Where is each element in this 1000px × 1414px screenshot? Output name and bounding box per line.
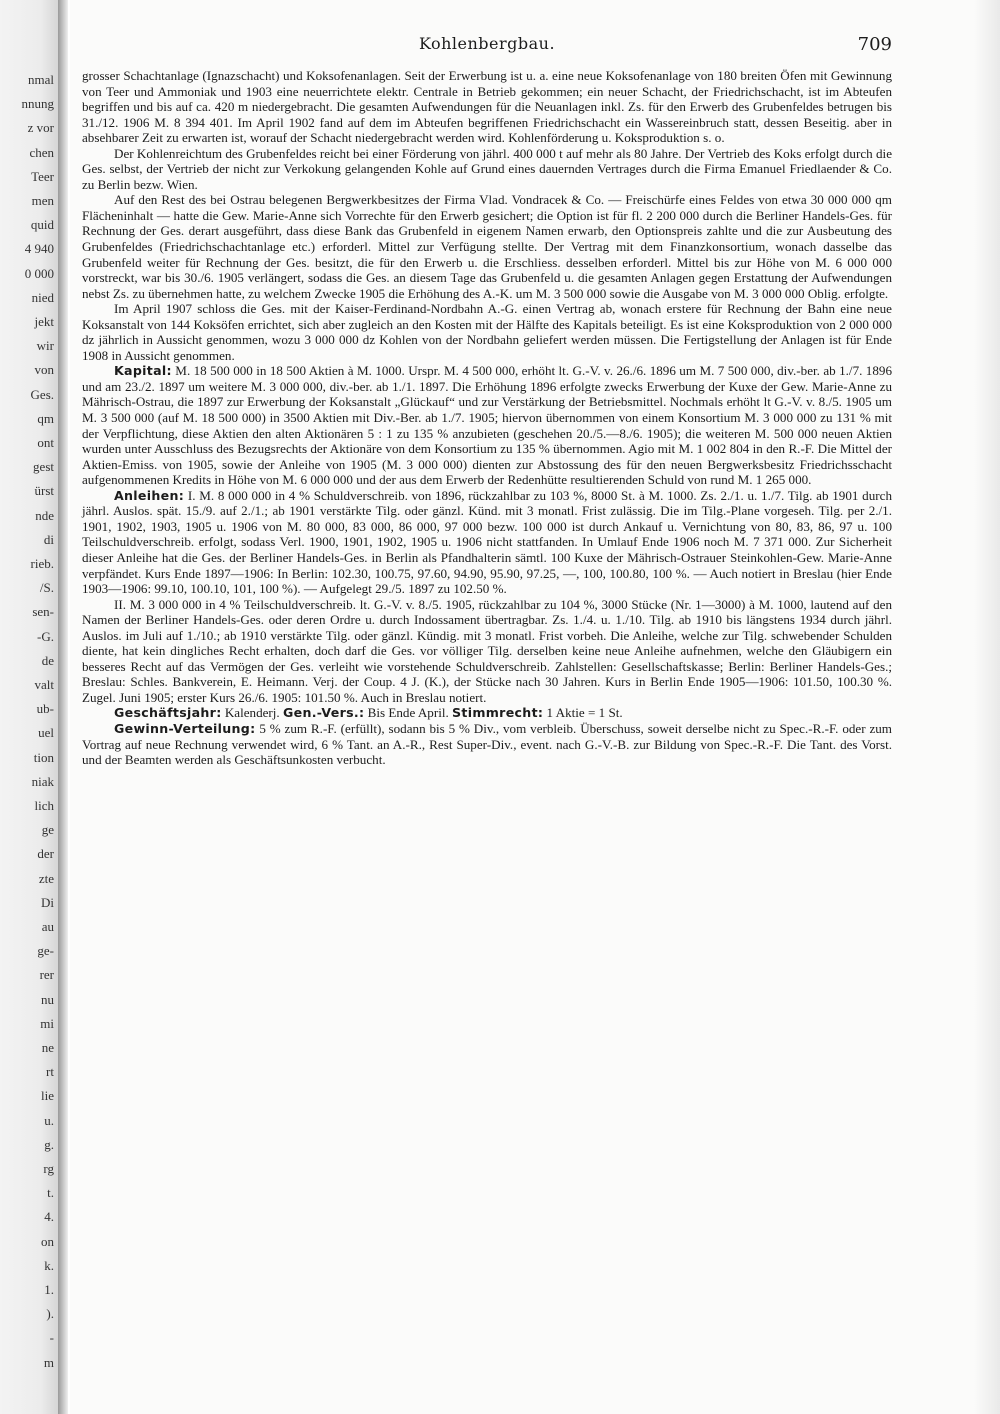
previous-page-margin	[0, 0, 58, 1414]
paragraph-text: Im April 1907 schloss die Ges. mit der Kaiser-Ferdinand-Nordbahn A.-G. einen Vertrag ab, wonach erstere für Rechnung der Bahn eine neue Koksanstalt von 144 Koksöfen errichtet, sich aber zugleich an den Kosten mit der Hälfte des Kapitals beteiligt. Es ist eine Koksproduktion von 2 000 000 dz jährlich in Aussicht genommen, wozu 3 000 000 dz Kohlen von der Nordbahn geliefert werden müssen. Die Fertigstellung der Anlagen ist für Ende 1908 in Aussicht genommen.	[82, 301, 892, 363]
margin-fragment: m	[43, 1354, 54, 1370]
margin-fragment: der	[37, 846, 54, 862]
paragraph-text: grosser Schachtanlage (Ignazschacht) und Koksofenanlagen. Seit der Erwerbung ist u. a. eine neue Koksofenanlage von 180 breiten Öfen mit Gewinnung von Teer und Ammoniak und 1903 eine neuerrichtete elektr. Centrale in Betrieb gekommen; ein neuer Schacht, der Friedrichschacht, ist im Abteufen begriffen und bis auf ca. 420 m niedergebracht. Die gesamten Aufwendungen für die Neuanlagen inkl. Zs. für den Erwerb des Grubenfeldes betrugen bis 31./12. 1906 M. 8 394 401. Im April 1902 fand auf dem im Abteufen begriffenen Friedrichschacht ein Wassereinbruch statt, dessen Beseitig. aber in absehbarer Zeit zu erwarten ist, worauf der Schacht niedergebracht werden wird. Kohlenförderung u. Koksproduktion s. o.	[82, 68, 892, 146]
margin-fragment: rieb.	[30, 556, 54, 571]
paragraph-text: Kalenderj.	[224, 705, 283, 721]
margin-fragment: rg	[43, 1161, 54, 1176]
margin-fragment: t.	[47, 1185, 54, 1201]
paragraph-text: II. M. 3 000 000 in 4 % Teilschuldverschreib. lt. G.-V. v. 8./5. 1905, rückzahlbar zu 104 %, 3000 Stücke (Nr. 1—3000) à M. 1000, lautend auf den Namen der Berliner Handels-Ges. oder deren Ordre u. durch Indossament übertragbar. Zs. 1./4. u. 1./10. Tilg. ab 1910 bis längstens 1934 durch jährl. Auslos. im Juli auf 1./10.; ab 1910 verstärkte Tilg. oder gänzl. Kündig. mit 3 monatl. Frist vorbeh. Die Anleihe, welche zur Tilg. schwebender Schulden diente, hat kein dingliches Recht erhalten, doch darf die Ges. vor völliger Tilg. derselben keine neue Anleihe aufnehmen, welche den Gläubigern ein besseres Recht auf das Vermögen der Ges. verleiht wie vorstehende Schuldverschreib. Zahlstellen: Gesellschaftskasse; Berlin: Berliner Handels-Ges.; Breslau: Schles. Bankverein, E. Heimann. Verj. der Coup. 4 J. (K.), der Stücke nach 30 Jahren. Kurs in Berlin Ende 1905—1906: 101.50, 100.30 %. Zugel. Juni 1905; erster Kurs 26./6. 1905: 101.50 %. Auch in Breslau notiert.	[82, 596, 892, 705]
margin-fragment: zte	[38, 870, 54, 886]
margin-fragment: wir	[36, 338, 54, 354]
paragraph-kapital	[82, 363, 892, 487]
paragraph-text: 5 % zum R.-F. (erfüllt), sodann bis 5 % Div., vom verbleib. Überschuss, soweit derselbe nicht zu Spec.-R.-F. oder zum Vortrag auf neue Rechnung verwendet wird, 6 % Tant. an A.-R., Rest Super-Div., event. nach G.-V.-B. zur Bildung von Spec.-R.-F. Die Tant. des Vorst. und der Beamten werden als Geschäftsunkosten verbucht.	[82, 720, 892, 768]
paragraph-text: Bis Ende April.	[367, 705, 453, 721]
margin-fragment: nied	[31, 289, 54, 305]
margin-fragment: -G.	[37, 628, 54, 644]
margin-fragment: de	[41, 652, 54, 668]
page-number: 709	[857, 34, 892, 55]
margin-fragment: qm	[37, 410, 54, 426]
margin-fragment: valt	[34, 677, 54, 692]
margin-fragment: Di	[41, 894, 54, 910]
paragraph-text: M. 18 500 000 in 18 500 Aktien à M. 1000. Urspr. M. 4 500 000, erhöht lt. G.-V. v. 26./6. 1896 um M. 7 500 000, div.-ber. ab 1./7. 1896 und am 23./2. 1897 um weitere M. 3 000 000, div.-ber. ab 1./1. 1897. Die Erhöhung 1896 erfolgte zwecks Erwerbung der Kuxe der Gew. Marie-Anne zu Mährisch-Ostrau, die 1897 zur Erwerbung der Koksanstalt „Glückauf“ und zur Verstärkung der Betriebsmittel. Nochmals erhöht lt G.-V. v. 8./5. 1905 um M. 3 500 000 (auf M. 18 500 000) in 3500 Aktien mit Div.-Ber. ab 1./7. 1905; hiervon übernommen von einem Konsortium M. 3 000 000 zu 131 % mit der Verpflichtung, diese Aktien den alten Aktionären 5 : 1 zu 135 % anzubieten (geschehen 20./5.—8./6. 1905); die weiteren M. 500 000 neuen Aktien wurden unter Ausschluss des Bezugsrechts der Aktionäre von dem Konsortium zu 135 % übernommen. Agio mit M. 1 002 804 in den R.-F. Die Mittel der Aktien-Emiss. von 1905, sowie der Anleihe von 1905 (M. 3 000 000) dienten zur Abstossung des für den neuen Bergwerksbesitz Friedrichsschacht aufgenommenen Kredits in Höhe von M. 6 000 000 und der aus dem Erwerb der Redenhütte resultierenden Schuld von rund M. 1 265 000.	[82, 363, 892, 488]
section-label: Anleihen:	[114, 487, 185, 503]
page-edge-shadow	[974, 0, 1000, 1414]
margin-fragment: nmal	[28, 72, 54, 87]
margin-fragment: lich	[34, 798, 54, 813]
margin-fragment: ub-	[36, 701, 54, 717]
margin-fragment: ürst	[34, 483, 54, 499]
paragraph-text: I. M. 8 000 000 in 4 % Schuldverschreib. von 1896, rückzahlbar zu 103 %, 8000 St. à M. 1000. Zs. 2./1. u. 1./7. Tilg. ab 1901 durch jährl. Auslos. spät. 15./9. auf 2./1.; ab 1901 verstärkte Tilg. oder gänzl. Künd. mit 3 monatl. Frist zulässig. Die im Tilg.-Plane vorgeseh. Tilg. per 2./1. 1901, 1902, 1903, 1905 u. 1906 von M. 80 000, 83 000, 86 000, 97 000 bezw. 100 000 ist durch Ankauf u. Vernichtung von 80, 83, 86, 97 u. 100 Teilschuldverschreib. erfolgt, sodass Verl. 1900, 1901, 1902, 1905 u. 1906 nicht stattfanden. In Umlauf Ende 1906 noch M. 7 371 000. Zur Sicherheit dieser Anleihe hat die Ges. der Berliner Handels-Ges. in Berlin als Pfandhalterin sämtl. 100 Kuxe der Mährisch-Ostrauer Steinkohlen-Gew. Marie-Anne verpfändet. Kurs Ende 1897—1906: In Berlin: 102.30, 100.75, 97.60, 94.90, 95.90, 97.25, —, 100, 100.80, 100 %. — Auch notiert in Breslau (hier Ende 1903—1906: 99.10, 100.10, 101, 100 %). — Aufgelegt 29./5. 1897 zu 102.50 %.	[82, 487, 892, 597]
margin-fragment: nde	[35, 507, 54, 523]
margin-fragment: di	[43, 531, 54, 547]
paragraph	[82, 192, 892, 301]
margin-fragment: quid	[30, 217, 54, 233]
paragraph	[82, 146, 892, 193]
margin-fragment: rt	[46, 1064, 54, 1080]
margin-fragment: mi	[40, 1015, 54, 1031]
margin-fragment: g.	[44, 1136, 54, 1152]
page-title: Kohlenbergbau.	[418, 34, 556, 53]
margin-fragment: z vor	[27, 120, 54, 136]
paragraph	[82, 597, 892, 706]
margin-fragment: ont	[37, 435, 54, 450]
margin-fragment: 0 000	[24, 265, 54, 281]
book-gutter	[58, 0, 68, 1414]
running-header	[82, 34, 892, 58]
margin-fragment: ge-	[37, 943, 54, 959]
paragraph-text: 1 Aktie = 1 St.	[546, 705, 623, 721]
margin-fragment: nnung	[21, 96, 54, 112]
paragraph	[82, 68, 892, 146]
margin-fragment: ge	[41, 822, 54, 838]
section-label: Kapital:	[114, 363, 172, 379]
article-body	[82, 68, 892, 768]
margin-fragment: -	[49, 1330, 54, 1346]
margin-fragment: 4.	[44, 1209, 54, 1225]
paragraph-anleihen	[82, 488, 892, 597]
margin-fragment: men	[31, 193, 54, 208]
margin-fragment: rer	[39, 967, 54, 983]
section-label: Gen.-Vers.:	[282, 705, 365, 721]
margin-fragment: Ges.	[30, 386, 54, 402]
margin-fragment: sen-	[32, 604, 54, 620]
margin-fragment: gest	[33, 459, 54, 475]
margin-fragment: 1.	[44, 1282, 54, 1297]
margin-fragment: ne	[41, 1040, 54, 1055]
margin-fragment: ).	[46, 1306, 54, 1322]
paragraph-text: Auf den Rest des bei Ostrau belegenen Bergwerkbesitzes der Firma Vlad. Vondracek & Co. — Freischürfe eines Feldes von etwa 30 000 000 qm Flächeninhalt — hatte die Gew. Marie-Anne sich Vorrechte für den Erwerb gesichert; die Option ist für fl. 2 200 000 durch die Berliner Handels-Ges. für Rechnung der Ges. derart ausgeführt, dass diese Bank das Grubenfeld in eigenem Namen erwarb, den Optionspreis zahlte und die zur Ausbeutung des Grubenfeldes (Friedrichschachtanlage etc.) erforderl. Mittel zur Verfügung stellte. Der Vertrag mit dem Finanzkonsortium, wonach dasselbe das Grubenfeld weiter für Rechnung der Ges. besitzt, die für den Erwerb u. die Erschliess. desselben erforderl. Mittel bis zur Höhe von M. 6 000 000 vorstreckt, war bis 30./6. 1905 verlängert, sodass die Ges. an diesem Tage das Grubenfeld u. die gesamten Anlagen gegen Erstattung der Aufwendungen nebst Zs. zu übernehmen hatte, zu welchem Zwecke 1905 die Erhöhung des A.-K. um M. 3 500 000 sowie die Ausgabe von M. 3 000 000 Oblig. erfolgte.	[82, 192, 892, 301]
paragraph-gewinn	[82, 721, 892, 768]
margin-fragment: Teer	[31, 168, 54, 184]
margin-fragment: on	[41, 1233, 54, 1249]
margin-fragment: u.	[44, 1112, 54, 1128]
margin-fragment: chen	[29, 144, 54, 160]
margin-fragment: au	[41, 919, 54, 934]
margin-fragment: nu	[41, 991, 54, 1007]
paragraph	[82, 301, 892, 363]
section-label: Stimmrecht:	[452, 705, 544, 721]
margin-fragment: 4 940	[24, 241, 54, 257]
section-label: Gewinn-Verteilung:	[114, 720, 256, 736]
margin-fragment: niak	[31, 773, 54, 789]
margin-fragment: von	[34, 362, 54, 378]
margin-fragment: /S.	[39, 580, 54, 596]
paragraph-meta	[82, 705, 892, 721]
margin-fragment: tion	[33, 749, 54, 765]
margin-fragment: k.	[44, 1257, 54, 1273]
margin-fragment: uel	[38, 725, 54, 741]
paragraph-text: Der Kohlenreichtum des Grubenfeldes reicht bei einer Förderung von jährl. 400 000 t auf mehr als 80 Jahre. Der Vertrieb des Koks erfolgt durch die Ges. selbst, der Vertrieb der nicht zur Verkokung gelangenden Kohle auf Grund eines dauernden Vertrages durch die Firma Emanuel Friedlaender & Co. zu Berlin bezw. Wien.	[82, 145, 892, 192]
margin-fragment: lie	[41, 1088, 54, 1104]
section-label: Geschäftsjahr:	[114, 705, 222, 721]
margin-fragment: jekt	[34, 314, 54, 329]
